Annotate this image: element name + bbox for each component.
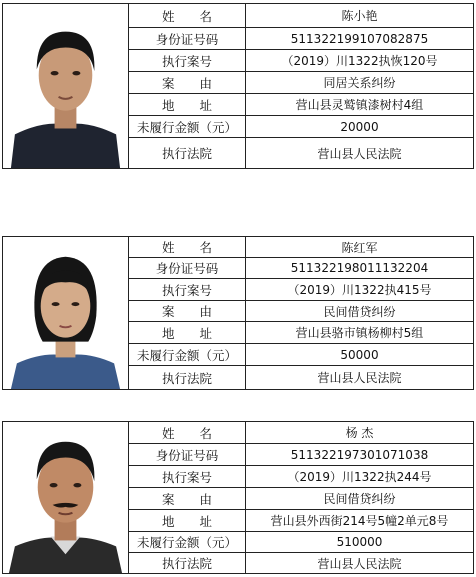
field-label-court: 执行法院 — [129, 366, 246, 389]
field-value-name: 陈小艳 — [341, 9, 378, 23]
field-row — [129, 50, 473, 72]
field-row — [129, 279, 473, 301]
portrait-photo — [3, 422, 129, 573]
field-row — [129, 28, 473, 50]
field-value-case-number: （2019）川1322执244号 — [287, 470, 432, 484]
field-row — [129, 488, 473, 510]
field-value-court: 营山县人民法院 — [317, 556, 402, 571]
field-value-amount: 50000 — [340, 347, 379, 362]
field-value-id-number: 511322199107082875 — [290, 31, 429, 46]
field-label-amount: 未履行金额（元） — [129, 344, 246, 365]
field-label-address: 地 址 — [129, 94, 246, 115]
field-value-case-number: （2019）川1322执恢120号 — [281, 54, 438, 68]
field-row — [129, 116, 473, 138]
field-label-name: 姓 名 — [129, 422, 246, 443]
field-label-name: 姓 名 — [129, 237, 246, 257]
field-row — [129, 466, 473, 488]
field-value-amount: 510000 — [336, 535, 383, 549]
debtor-record-1 — [2, 3, 474, 169]
field-label-address: 地 址 — [129, 510, 246, 531]
field-label-id-number: 身份证号码 — [129, 28, 246, 49]
field-label-cause: 案 由 — [129, 301, 246, 321]
field-value-cause: 同居关系纠纷 — [323, 76, 396, 90]
field-label-id-number: 身份证号码 — [129, 258, 246, 278]
field-value-amount: 20000 — [340, 119, 379, 134]
field-value-address: 营山县骆市镇杨柳村5组 — [295, 326, 424, 340]
field-value-name: 杨 杰 — [345, 426, 374, 440]
field-row — [129, 344, 473, 366]
field-value-court: 营山县人民法院 — [317, 146, 402, 161]
field-row — [129, 322, 473, 344]
field-label-case-number: 执行案号 — [129, 50, 246, 71]
field-value-id-number: 511322198011132204 — [290, 261, 429, 275]
portrait-photo — [3, 237, 129, 389]
field-value-case-number: （2019）川1322执415号 — [287, 283, 432, 297]
field-label-cause: 案 由 — [129, 72, 246, 93]
field-label-case-number: 执行案号 — [129, 466, 246, 487]
field-row — [129, 532, 473, 553]
field-row — [129, 237, 473, 258]
field-row — [129, 4, 473, 28]
field-value-id-number: 511322197301071038 — [290, 447, 429, 462]
field-row — [129, 553, 473, 573]
field-row — [129, 444, 473, 466]
field-value-address: 营山县外西街214号5幢2单元8号 — [270, 514, 449, 528]
field-label-id-number: 身份证号码 — [129, 444, 246, 465]
field-row — [129, 258, 473, 279]
field-label-case-number: 执行案号 — [129, 279, 246, 300]
field-row — [129, 366, 473, 389]
field-row — [129, 510, 473, 532]
field-value-cause: 民间借贷纠纷 — [323, 492, 396, 506]
debtor-record-3 — [2, 421, 474, 574]
field-row — [129, 72, 473, 94]
field-label-cause: 案 由 — [129, 488, 246, 509]
field-label-amount: 未履行金额（元） — [129, 116, 246, 137]
field-label-court: 执行法院 — [129, 138, 246, 168]
field-value-court: 营山县人民法院 — [317, 371, 402, 385]
debtor-record-2 — [2, 236, 474, 390]
field-label-court: 执行法院 — [129, 553, 246, 573]
field-value-cause: 民间借贷纠纷 — [323, 304, 396, 319]
portrait-photo — [3, 4, 129, 168]
field-row — [129, 138, 473, 168]
field-row — [129, 301, 473, 322]
field-value-address: 营山县灵鹫镇漆树村4组 — [295, 98, 424, 112]
field-label-amount: 未履行金额（元） — [129, 532, 246, 552]
field-label-address: 地 址 — [129, 322, 246, 343]
field-value-name: 陈红军 — [341, 240, 378, 255]
field-row — [129, 94, 473, 116]
field-label-name: 姓 名 — [129, 4, 246, 27]
field-row — [129, 422, 473, 444]
